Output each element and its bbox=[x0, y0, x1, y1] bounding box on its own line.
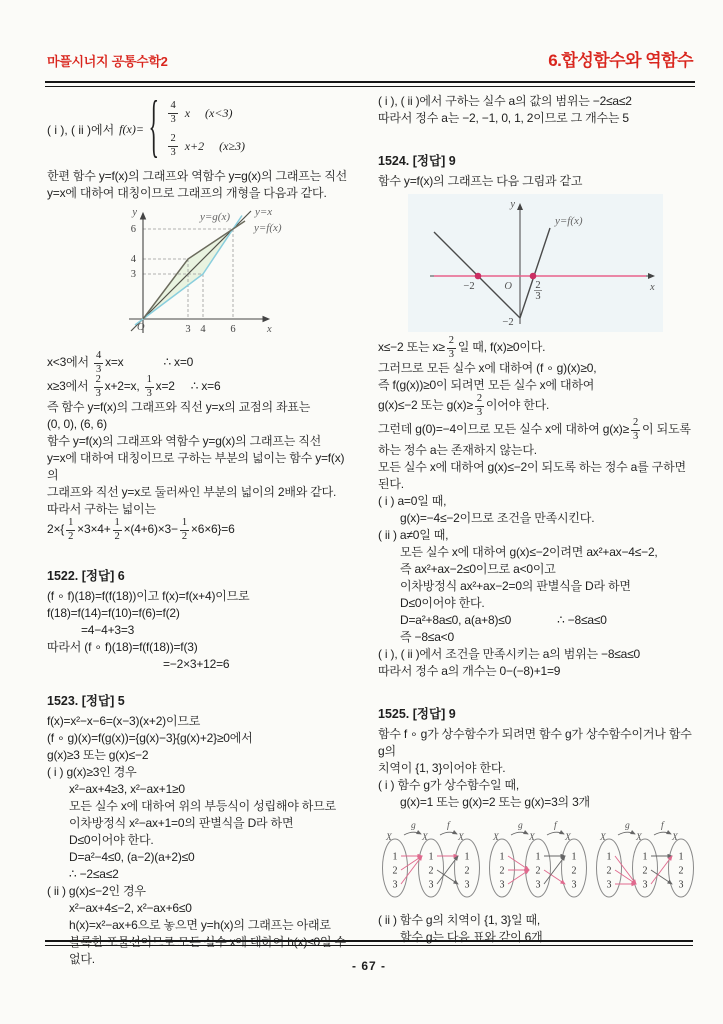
text-segment: ∴ x=0 bbox=[163, 355, 194, 370]
text-line: 이차방정식 ax²+ax−2=0의 판별식을 D라 하면 bbox=[400, 579, 631, 593]
text-line: 볼록한 포물선이므로 모든 실수 x에 대하여 h(x)≤0일 수 없다. bbox=[69, 935, 346, 966]
fraction: $\frac{4}{3}$ bbox=[96, 350, 102, 375]
x-axis-label: x bbox=[267, 324, 272, 335]
text-line: 된다. bbox=[378, 477, 404, 491]
text-line: 하는 정수 a는 존재하지 않는다. bbox=[378, 443, 537, 457]
piecewise-definition bbox=[47, 90, 349, 166]
text-segment: D=a²+8a≤0, a(a+8)≤0 bbox=[400, 613, 512, 627]
text-segment: x<3에서 bbox=[47, 355, 92, 370]
solution-text bbox=[47, 588, 349, 673]
text-line: 따라서 정수 a의 개수는 0−(−8)+1=9 bbox=[378, 664, 561, 678]
element-label: 3 bbox=[642, 879, 648, 891]
right-column bbox=[361, 93, 696, 944]
book-title: 마플시너지 공통수학2 bbox=[47, 54, 168, 69]
solution-text bbox=[47, 351, 349, 542]
text-line: D≤0이어야 한다. bbox=[69, 833, 154, 847]
element-label: 3 bbox=[428, 879, 434, 891]
text-line: ( i ) a=0일 때, bbox=[378, 494, 447, 508]
text-line: 즉 −8≤a<0 bbox=[400, 630, 454, 644]
text-line: ( i ) 함수 g가 상수함수일 때, bbox=[378, 778, 519, 792]
text-line: (f ∘ f)(18)=f(f(18))이고 f(x)=f(x+4)이므로 bbox=[47, 589, 250, 603]
text-line: 따라서 구하는 넓이는 bbox=[47, 502, 156, 516]
origin-label: O bbox=[504, 281, 512, 292]
section-1525 bbox=[378, 704, 696, 946]
element-label: 3 bbox=[606, 879, 612, 891]
piecewise-case-1 bbox=[166, 101, 245, 125]
mapping-diagrams bbox=[378, 816, 696, 908]
left-column bbox=[47, 90, 361, 966]
text-line bbox=[47, 518, 349, 542]
case-expression: x+2 bbox=[184, 138, 205, 153]
inverse-function-graph bbox=[109, 205, 349, 347]
curve-f-label: y=f(x) bbox=[254, 222, 282, 234]
element-label: 2 bbox=[499, 865, 505, 877]
text-segment: x=2 bbox=[155, 379, 175, 394]
text-line: y=x에 대하여 대칭이므로 그래프의 개형을 다음과 같다. bbox=[47, 186, 327, 200]
section-1524 bbox=[378, 151, 696, 680]
set-label: X bbox=[493, 833, 499, 843]
element-label: 1 bbox=[678, 851, 684, 863]
text-line: 함수 f ∘ g가 상수함수가 되려면 함수 g가 상수함수이거나 함수 g의 bbox=[378, 727, 692, 758]
section-1522 bbox=[47, 566, 349, 673]
f-arrow bbox=[547, 832, 564, 835]
text-segment: 이 되도록 bbox=[642, 422, 691, 437]
text-line: 따라서 (f ∘ f)(18)=f(f(18))=f(3) bbox=[47, 640, 198, 654]
x-tick: −2 bbox=[463, 281, 475, 292]
text-line: 이차방정식 x²−ax+1=0의 판별식을 D라 하면 bbox=[69, 816, 294, 830]
text-line bbox=[378, 336, 696, 360]
element-label: 3 bbox=[392, 879, 398, 891]
footer-rule bbox=[45, 940, 693, 946]
cases-brace: { bbox=[148, 90, 159, 166]
v-function-graph bbox=[408, 194, 663, 332]
element-label: 1 bbox=[499, 851, 505, 863]
text-line: =−2×3+12=6 bbox=[163, 657, 230, 671]
vertex-label: −2 bbox=[502, 317, 514, 328]
element-label: 1 bbox=[535, 851, 541, 863]
fraction: $\frac{2}{3}$ bbox=[476, 393, 482, 418]
element-label: 3 bbox=[571, 879, 577, 891]
set-label: X bbox=[636, 833, 642, 843]
text-line: 그러므로 모든 실수 x에 대하여 (f ∘ g)(x)≥0, bbox=[378, 361, 597, 375]
set-label: X bbox=[386, 833, 392, 843]
element-label: 1 bbox=[428, 851, 434, 863]
text-line: (0, 0), (6, 6) bbox=[47, 417, 107, 431]
element-label: 3 bbox=[535, 879, 541, 891]
section-1523 bbox=[47, 691, 349, 968]
text-segment: x≤−2 또는 x≥ bbox=[378, 340, 445, 355]
text-line: f(18)=f(14)=f(10)=f(6)=f(2) bbox=[47, 606, 180, 620]
set-label: X bbox=[565, 833, 571, 843]
g-label: g bbox=[411, 821, 416, 831]
text-line: ( ii ) a≠0일 때, bbox=[378, 528, 449, 542]
chapter-title: 6.합성함수와 역함수 bbox=[548, 51, 693, 70]
text-line: 모든 실수 x에 대하여 g(x)≤−2이려면 ax²+ax−4≤−2, bbox=[400, 545, 658, 559]
text-line: 한편 함수 y=f(x)의 그래프와 역함수 y=g(x)의 그래프는 직선 bbox=[47, 169, 347, 183]
text-line: 따라서 정수 a는 −2, −1, 0, 1, 2이므로 그 개수는 5 bbox=[378, 111, 629, 125]
zero-point bbox=[475, 273, 482, 280]
case-condition: (x≥3) bbox=[219, 138, 246, 153]
f-arrow bbox=[440, 832, 457, 835]
element-label: 2 bbox=[606, 865, 612, 877]
element-label: 2 bbox=[642, 865, 648, 877]
text-line: ∴ −2≤a≤2 bbox=[69, 867, 119, 881]
text-line: g(x)≥3 또는 g(x)≤−2 bbox=[47, 748, 149, 762]
y-axis-label: y bbox=[132, 207, 137, 218]
text-line: 즉 ax²+ax−2≤0이므로 a<0이고 bbox=[400, 562, 556, 576]
element-label: 1 bbox=[571, 851, 577, 863]
fraction-numerator: 2 bbox=[535, 280, 541, 291]
text-segment: ×6×6}=6 bbox=[190, 522, 235, 537]
graph-background bbox=[408, 194, 663, 332]
text-segment: ∴ −8≤a≤0 bbox=[557, 613, 607, 627]
f-arrow bbox=[654, 832, 671, 835]
text-segment: x≥3에서 bbox=[47, 379, 92, 394]
x-tick: 3 bbox=[185, 324, 191, 335]
text-line: 치역이 {1, 3}이어야 한다. bbox=[378, 761, 506, 775]
text-line: 그래프와 직선 y=x로 둘러싸인 부분의 넓이의 2배와 같다. bbox=[47, 485, 337, 499]
element-label: 3 bbox=[678, 879, 684, 891]
text-line: x²−ax+4≤−2, x²−ax+6≤0 bbox=[69, 901, 192, 915]
text-line: (f ∘ g)(x)=f(g(x))={g(x)−3}{g(x)+2}≥0에서 bbox=[47, 731, 253, 745]
zero-point bbox=[530, 273, 537, 280]
element-label: 1 bbox=[642, 851, 648, 863]
text-line: ( ii ) g(x)≤−2인 경우 bbox=[47, 884, 146, 898]
text-line: =4−4+3=3 bbox=[81, 623, 135, 637]
section-title: 1524. [정답] 9 bbox=[378, 154, 456, 168]
text-line: ( i ), ( ii )에서 구하는 실수 a의 값의 범위는 −2≤a≤2 bbox=[378, 94, 632, 108]
fraction: $\frac{2}{3}$ bbox=[448, 335, 454, 360]
x-axis-label: x bbox=[650, 282, 655, 293]
f-label: f bbox=[447, 821, 450, 831]
text-segment: x=x bbox=[105, 355, 124, 370]
set-label: X bbox=[422, 833, 428, 843]
origin-label: O bbox=[137, 322, 145, 333]
text-segment: ×(4+6)×3− bbox=[123, 522, 178, 537]
g-arrow bbox=[618, 832, 635, 835]
text-segment: x+2=x, bbox=[104, 379, 143, 394]
y-axis-label: y bbox=[510, 199, 515, 210]
page-header bbox=[0, 0, 723, 81]
element-label: 3 bbox=[499, 879, 505, 891]
curve-f-label: y=f(x) bbox=[555, 215, 583, 227]
text-line: 함수 g는 다음 표와 같이 6개 bbox=[400, 930, 543, 944]
fraction: $\frac{1}{2}$ bbox=[68, 517, 74, 542]
case-expression: x bbox=[184, 105, 191, 120]
y-tick: 6 bbox=[130, 224, 136, 235]
fraction: $\frac{2}{3}$ bbox=[95, 374, 101, 399]
g-arrow bbox=[511, 832, 528, 835]
piecewise-prefix: ( i ), ( ii )에서 bbox=[47, 123, 115, 137]
text-line: ( ii ) 함수 g의 치역이 {1, 3}일 때, bbox=[378, 913, 541, 927]
text-line: g(x)=1 또는 g(x)=2 또는 g(x)=3의 3개 bbox=[400, 795, 590, 809]
text-line bbox=[47, 351, 349, 375]
text-segment: 2×{ bbox=[47, 522, 65, 537]
set-label: X bbox=[458, 833, 464, 843]
y-tick: 4 bbox=[130, 254, 136, 265]
fraction: $\frac{2}{3}$ bbox=[170, 133, 176, 158]
element-label: 2 bbox=[428, 865, 434, 877]
set-label: X bbox=[600, 833, 606, 843]
piecewise-cases bbox=[166, 101, 245, 158]
fraction: $\frac{1}{3}$ bbox=[146, 374, 152, 399]
fraction: $\frac{2}{3}$ bbox=[632, 417, 639, 442]
text-line: 즉 함수 y=f(x)의 그래프와 직선 y=x의 교점의 좌표는 bbox=[47, 400, 311, 414]
text-line bbox=[400, 612, 696, 629]
text-line bbox=[378, 394, 696, 418]
element-label: 1 bbox=[464, 851, 470, 863]
fraction: $\frac{1}{2}$ bbox=[114, 517, 120, 542]
element-label: 2 bbox=[571, 865, 577, 877]
text-line: 모든 실수 x에 대하여 위의 부등식이 성립해야 하므로 bbox=[69, 799, 336, 813]
text-segment: 이어야 한다. bbox=[485, 398, 550, 413]
text-segment: ×3×4+ bbox=[77, 522, 111, 537]
f-label: f bbox=[554, 821, 557, 831]
paragraph bbox=[47, 168, 349, 202]
text-line bbox=[47, 375, 349, 399]
element-label: 2 bbox=[392, 865, 398, 877]
mapping-diagram bbox=[378, 816, 482, 908]
y-tick: 3 bbox=[130, 269, 136, 280]
g-arrow bbox=[404, 832, 421, 835]
x-tick: 4 bbox=[200, 324, 206, 335]
text-line: 모든 실수 x에 대하여 g(x)≤−2이 되도록 하는 정수 a를 구하면 bbox=[378, 460, 686, 474]
section-title: 1522. [정답] 6 bbox=[47, 569, 125, 583]
text-line: h(x)=x²−ax+6으로 놓으면 y=h(x)의 그래프는 아래로 bbox=[69, 918, 331, 932]
x-tick: 6 bbox=[230, 324, 236, 335]
section-title: 1525. [정답] 9 bbox=[378, 707, 456, 721]
element-label: 3 bbox=[464, 879, 470, 891]
text-line: ( i ) g(x)≥3인 경우 bbox=[47, 765, 137, 779]
curve-g-label: y=g(x) bbox=[199, 211, 230, 223]
set-label: X bbox=[529, 833, 535, 843]
solution-text bbox=[378, 93, 696, 127]
text-segment: g(x)≤−2 또는 g(x)≥ bbox=[378, 398, 473, 413]
text-line: ( i ), ( ii )에서 조건을 만족시키는 a의 범위는 −8≤a≤0 bbox=[378, 647, 641, 661]
piecewise-fx: f(x)= bbox=[119, 122, 144, 136]
piecewise-case-2 bbox=[166, 134, 245, 158]
text-line: D≤0이어야 한다. bbox=[400, 596, 485, 610]
g-label: g bbox=[518, 821, 523, 831]
text-line: D=a²−4≤0, (a−2)(a+2)≤0 bbox=[69, 850, 195, 864]
element-label: 1 bbox=[606, 851, 612, 863]
element-label: 2 bbox=[535, 865, 541, 877]
page-number: - 67 - bbox=[351, 959, 386, 973]
text-segment: 그런데 g(0)=−4이므로 모든 실수 x에 대하여 g(x)≥ bbox=[378, 422, 629, 437]
text-line: g(x)=−4≤−2이므로 조건을 만족시킨다. bbox=[400, 511, 595, 525]
text-line: y=x에 대하여 대칭이므로 구하는 부분의 넓이는 함수 y=f(x)의 bbox=[47, 451, 345, 482]
text-line: f(x)=x²−x−6=(x−3)(x+2)이므로 bbox=[47, 714, 201, 728]
g-label: g bbox=[625, 821, 630, 831]
f-label: f bbox=[661, 821, 664, 831]
element-label: 2 bbox=[678, 865, 684, 877]
text-line bbox=[378, 418, 696, 442]
fraction: $\frac{1}{2}$ bbox=[181, 517, 187, 542]
element-label: 2 bbox=[464, 865, 470, 877]
page-footer bbox=[45, 940, 693, 973]
set-label: X bbox=[672, 833, 678, 843]
solution-text bbox=[378, 336, 696, 680]
mapping-diagram bbox=[485, 816, 589, 908]
case-condition: (x<3) bbox=[205, 105, 233, 120]
text-line: x²−ax+4≥3, x²−ax+1≥0 bbox=[69, 782, 185, 796]
curve-yx-label: y=x bbox=[255, 206, 273, 218]
text-segment: ∴ x=6 bbox=[190, 379, 221, 394]
text-line: 함수 y=f(x)의 그래프는 다음 그림과 같고 bbox=[378, 174, 583, 188]
text-segment: 일 때, f(x)≥0이다. bbox=[457, 340, 546, 355]
mapping-diagram bbox=[592, 816, 696, 908]
section-title: 1523. [정답] 5 bbox=[47, 694, 125, 708]
text-line: 즉 f(g(x))≥0이 되려면 모든 실수 x에 대하여 bbox=[378, 378, 595, 392]
solution-text bbox=[47, 713, 349, 968]
fraction-denominator: 3 bbox=[535, 291, 541, 302]
text-line: 함수 y=f(x)의 그래프와 역함수 y=g(x)의 그래프는 직선 bbox=[47, 434, 322, 448]
solution-text bbox=[378, 726, 696, 811]
element-label: 1 bbox=[392, 851, 398, 863]
fraction: $\frac{4}{3}$ bbox=[170, 100, 176, 125]
